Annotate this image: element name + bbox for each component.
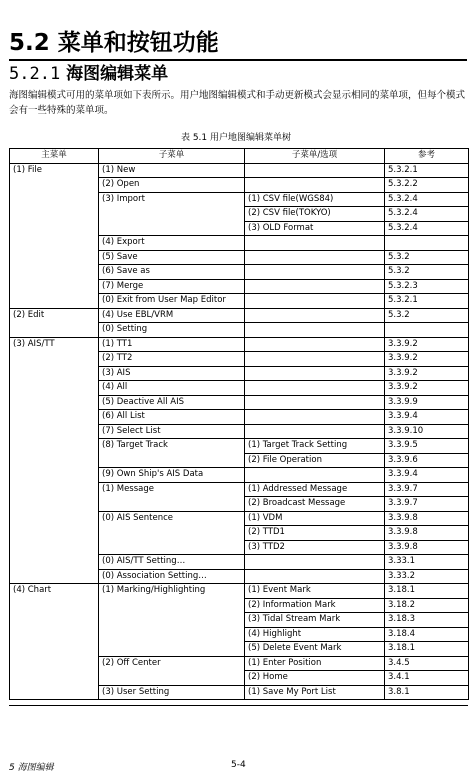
submenu-cell: (2) Off Center bbox=[99, 656, 245, 685]
header-submenu: 子菜单 bbox=[99, 149, 245, 164]
option-cell: (2) TTD1 bbox=[245, 526, 385, 541]
menu-tree-table-container bbox=[9, 148, 468, 700]
reference-cell: 3.3.9.4 bbox=[385, 468, 469, 483]
option-cell: (5) Delete Event Mark bbox=[245, 642, 385, 657]
option-cell: (2) Home bbox=[245, 671, 385, 686]
reference-cell: 3.18.3 bbox=[385, 613, 469, 628]
option-cell: (2) File Operation bbox=[245, 453, 385, 468]
table-row bbox=[10, 337, 469, 352]
reference-cell: 5.3.2.4 bbox=[385, 221, 469, 236]
reference-cell bbox=[385, 323, 469, 338]
intro-paragraph: 海图编辑模式可用的菜单项如下表所示。用户地图编辑模式和手动更新模式会显示相同的菜单项，但每个模式会有一些特殊的菜单项。 bbox=[9, 90, 466, 116]
submenu-cell: (3) AIS bbox=[99, 366, 245, 381]
subsection-number: 5.2.1 bbox=[9, 64, 61, 84]
reference-cell: 3.3.9.2 bbox=[385, 337, 469, 352]
option-cell: (3) Tidal Stream Mark bbox=[245, 613, 385, 628]
submenu-cell: (1) New bbox=[99, 163, 245, 178]
footer-section-label: 5 海图编辑 bbox=[9, 763, 54, 773]
option-cell: (3) TTD2 bbox=[245, 540, 385, 555]
submenu-cell: (8) Target Track bbox=[99, 439, 245, 468]
reference-cell: 5.3.2.4 bbox=[385, 192, 469, 207]
option-cell bbox=[245, 308, 385, 323]
option-cell bbox=[245, 410, 385, 425]
submenu-cell: (5) Deactive All AIS bbox=[99, 395, 245, 410]
header-reference: 参考 bbox=[385, 149, 469, 164]
subsection-heading bbox=[9, 63, 469, 85]
reference-cell: 3.3.9.9 bbox=[385, 395, 469, 410]
option-cell: (2) CSV file(TOKYO) bbox=[245, 207, 385, 222]
option-cell bbox=[245, 424, 385, 439]
reference-cell: 3.3.9.4 bbox=[385, 410, 469, 425]
submenu-cell: (6) Save as bbox=[99, 265, 245, 280]
reference-cell: 3.3.9.5 bbox=[385, 439, 469, 454]
reference-cell: 3.8.1 bbox=[385, 685, 469, 700]
footer-page-number: 5-4 bbox=[231, 760, 246, 770]
reference-cell: 3.4.1 bbox=[385, 671, 469, 686]
option-cell bbox=[245, 178, 385, 193]
reference-cell: 3.18.1 bbox=[385, 584, 469, 599]
reference-cell: 5.3.2.4 bbox=[385, 207, 469, 222]
option-cell bbox=[245, 468, 385, 483]
heading-underline bbox=[9, 59, 467, 61]
option-cell bbox=[245, 163, 385, 178]
reference-cell: 3.3.9.7 bbox=[385, 497, 469, 512]
main-menu-cell: (1) File bbox=[10, 163, 99, 308]
submenu-cell: (1) TT1 bbox=[99, 337, 245, 352]
reference-cell: 3.3.9.7 bbox=[385, 482, 469, 497]
reference-cell: 3.18.4 bbox=[385, 627, 469, 642]
main-menu-cell: (3) AIS/TT bbox=[10, 337, 99, 584]
reference-cell: 5.3.2.2 bbox=[385, 178, 469, 193]
submenu-cell: (2) Open bbox=[99, 178, 245, 193]
reference-cell: 3.3.9.2 bbox=[385, 352, 469, 367]
submenu-cell: (0) AIS Sentence bbox=[99, 511, 245, 555]
submenu-cell: (3) User Setting bbox=[99, 685, 245, 700]
reference-cell: 5.3.2.1 bbox=[385, 163, 469, 178]
table-header-row bbox=[10, 149, 469, 164]
reference-cell: 3.33.1 bbox=[385, 555, 469, 570]
main-menu-cell: (2) Edit bbox=[10, 308, 99, 337]
option-cell bbox=[245, 265, 385, 280]
footer-rule bbox=[9, 705, 468, 706]
option-cell bbox=[245, 381, 385, 396]
reference-cell: 3.18.1 bbox=[385, 642, 469, 657]
reference-cell: 5.3.2 bbox=[385, 265, 469, 280]
reference-cell: 5.3.2 bbox=[385, 250, 469, 265]
option-cell bbox=[245, 366, 385, 381]
submenu-cell: (0) Association Setting… bbox=[99, 569, 245, 584]
reference-cell: 3.3.9.10 bbox=[385, 424, 469, 439]
reference-cell: 5.3.2.3 bbox=[385, 279, 469, 294]
reference-cell: 3.3.9.8 bbox=[385, 526, 469, 541]
table-row bbox=[10, 163, 469, 178]
submenu-cell: (4) Use EBL/VRM bbox=[99, 308, 245, 323]
submenu-cell: (1) Marking/Highlighting bbox=[99, 584, 245, 657]
option-cell bbox=[245, 294, 385, 309]
option-cell bbox=[245, 337, 385, 352]
submenu-cell: (9) Own Ship's AIS Data bbox=[99, 468, 245, 483]
table-body bbox=[10, 163, 469, 700]
option-cell bbox=[245, 555, 385, 570]
header-main-menu: 主菜单 bbox=[10, 149, 99, 164]
table-caption: 表 5.1 用户地图编辑菜单树 bbox=[180, 133, 292, 143]
submenu-cell: (4) All bbox=[99, 381, 245, 396]
submenu-cell: (0) Exit from User Map Editor bbox=[99, 294, 245, 309]
reference-cell: 3.3.9.2 bbox=[385, 366, 469, 381]
reference-cell: 3.4.5 bbox=[385, 656, 469, 671]
submenu-cell: (1) Message bbox=[99, 482, 245, 511]
option-cell bbox=[245, 352, 385, 367]
reference-cell: 3.3.9.2 bbox=[385, 381, 469, 396]
option-cell: (3) OLD Format bbox=[245, 221, 385, 236]
option-cell: (1) Event Mark bbox=[245, 584, 385, 599]
section-heading: 5.2 菜单和按钮功能 bbox=[9, 30, 219, 56]
table-row bbox=[10, 308, 469, 323]
submenu-cell: (0) Setting bbox=[99, 323, 245, 338]
submenu-cell: (3) Import bbox=[99, 192, 245, 236]
submenu-cell: (4) Export bbox=[99, 236, 245, 251]
option-cell: (1) Addressed Message bbox=[245, 482, 385, 497]
header-submenu-option: 子菜单/选项 bbox=[245, 149, 385, 164]
option-cell bbox=[245, 323, 385, 338]
option-cell bbox=[245, 250, 385, 265]
submenu-cell: (7) Merge bbox=[99, 279, 245, 294]
option-cell bbox=[245, 236, 385, 251]
subsection-title: 海图编辑菜单 bbox=[66, 64, 169, 84]
submenu-cell: (2) TT2 bbox=[99, 352, 245, 367]
option-cell: (2) Broadcast Message bbox=[245, 497, 385, 512]
option-cell: (1) Enter Position bbox=[245, 656, 385, 671]
reference-cell: 3.18.2 bbox=[385, 598, 469, 613]
option-cell: (2) Information Mark bbox=[245, 598, 385, 613]
reference-cell: 3.3.9.6 bbox=[385, 453, 469, 468]
submenu-cell: (6) All List bbox=[99, 410, 245, 425]
reference-cell: 3.3.9.8 bbox=[385, 511, 469, 526]
table-row bbox=[10, 584, 469, 599]
reference-cell: 5.3.2 bbox=[385, 308, 469, 323]
menu-tree-table bbox=[9, 148, 469, 700]
reference-cell: 5.3.2.1 bbox=[385, 294, 469, 309]
submenu-cell: (5) Save bbox=[99, 250, 245, 265]
submenu-cell: (7) Select List bbox=[99, 424, 245, 439]
reference-cell: 3.3.9.8 bbox=[385, 540, 469, 555]
option-cell: (1) VDM bbox=[245, 511, 385, 526]
option-cell: (4) Highlight bbox=[245, 627, 385, 642]
option-cell: (1) Save My Port List bbox=[245, 685, 385, 700]
reference-cell bbox=[385, 236, 469, 251]
main-menu-cell: (4) Chart bbox=[10, 584, 99, 700]
option-cell: (1) Target Track Setting bbox=[245, 439, 385, 454]
option-cell: (1) CSV file(WGS84) bbox=[245, 192, 385, 207]
reference-cell: 3.33.2 bbox=[385, 569, 469, 584]
option-cell bbox=[245, 569, 385, 584]
submenu-cell: (0) AIS/TT Setting… bbox=[99, 555, 245, 570]
option-cell bbox=[245, 395, 385, 410]
option-cell bbox=[245, 279, 385, 294]
